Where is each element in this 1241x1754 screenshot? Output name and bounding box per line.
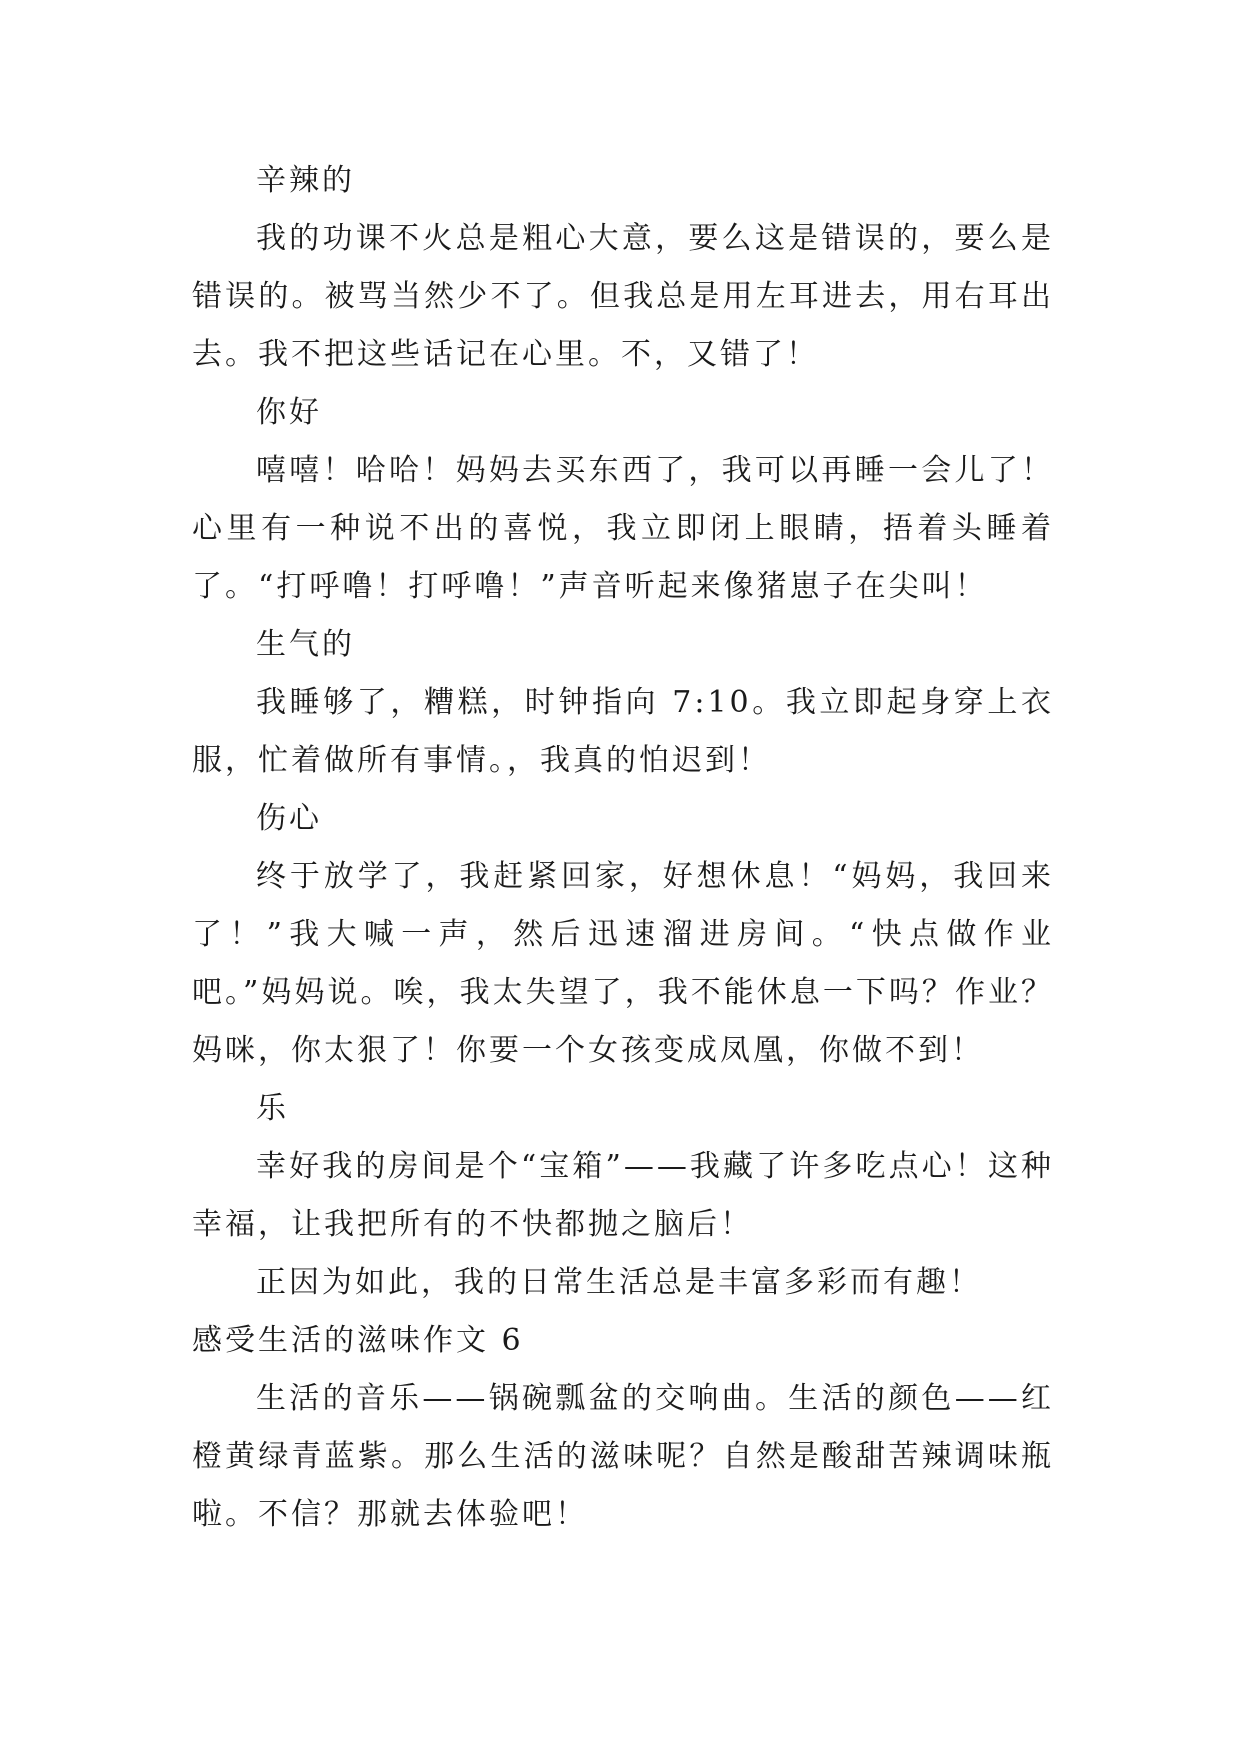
- paragraph: 幸好我的房间是个“宝箱”——我藏了许多吃点心！这种幸福，让我把所有的不快都抛之脑后！: [192, 1149, 1054, 1242]
- section-heading-sad: 伤心: [256, 801, 322, 836]
- paragraph: 我睡够了，糟糕，时钟指向 7:10。我立即起身穿上衣服，忙着做所有事情。，我真的怕迟到！: [192, 685, 1054, 778]
- paragraph: 嘻嘻！哈哈！妈妈去买东西了，我可以再睡一会儿了！心里有一种说不出的喜悦，我立即闭上眼睛，捂着头睡着了。“打呼噜！打呼噜！”声音听起来像猪崽子在尖叫！: [192, 453, 1054, 604]
- paragraph: 生活的音乐——锅碗瓢盆的交响曲。生活的颜色——红橙黄绿青蓝紫。那么生活的滋味呢？自然是酸甜苦辣调味瓶啦。不信？那就去体验吧！: [192, 1381, 1054, 1532]
- section-heading-spicy: 辛辣的: [256, 163, 355, 198]
- section-heading-angry: 生气的: [256, 627, 355, 662]
- paragraph: 正因为如此，我的日常生活总是丰富多彩而有趣！: [256, 1265, 982, 1300]
- essay-title: 感受生活的滋味作文 6: [192, 1323, 524, 1358]
- section-heading-happy: 乐: [256, 1091, 289, 1126]
- paragraph: 我的功课不火总是粗心大意，要么这是错误的，要么是错误的。被骂当然少不了。但我总是用左耳进去，用右耳出去。我不把这些话记在心里。不，又错了！: [192, 221, 1054, 372]
- document-body: [192, 152, 1054, 1544]
- paragraph: 终于放学了，我赶紧回家，好想休息！“妈妈，我回来了！”我大喊一声，然后迅速溜进房间。“快点做作业吧。”妈妈说。唉，我太失望了，我不能休息一下吗？作业？妈咪，你太狠了！你要一个女孩变成凤凰，你做不到！: [192, 859, 1054, 1068]
- section-heading-hello: 你好: [256, 395, 322, 430]
